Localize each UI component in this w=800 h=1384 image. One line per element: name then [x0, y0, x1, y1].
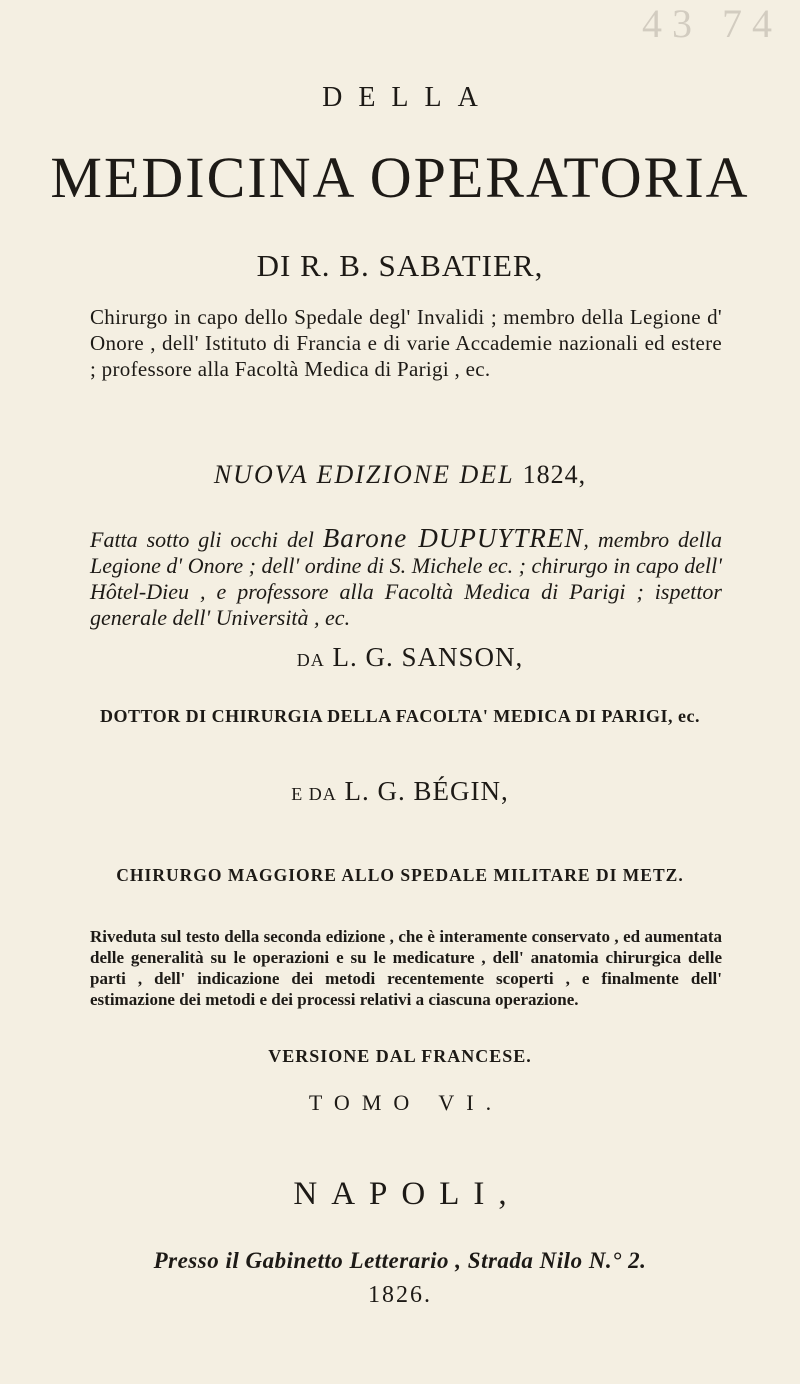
second-translator-name: L. G. BÉGIN, — [344, 776, 509, 806]
first-translator-prefix: DA — [296, 650, 325, 670]
edition-line — [0, 460, 800, 490]
first-translator-name: L. G. SANSON, — [332, 642, 524, 672]
volume-line: TOMO VI. — [308, 1090, 504, 1115]
editor-description-after: , membro della Legione d' Onore ; dell' ordine di S. Michele ec. ; chirurgo in capo dell' Hôtel-Dieu , e professore alla Facoltà Medica di Parigi ; ispettor generale dell' Università , ec. — [90, 527, 722, 630]
imprint-city: NAPOLI, — [293, 1176, 521, 1212]
version-line: VERSIONE DAL FRANCESE. — [268, 1046, 532, 1066]
second-translator-line — [0, 776, 800, 807]
edition-year: 1824, — [522, 460, 587, 489]
editor-description — [90, 525, 722, 631]
library-stamp: 43 74 — [642, 1, 782, 46]
della-heading: DELLA — [322, 82, 494, 113]
edition-label: NUOVA EDIZIONE DEL — [213, 460, 515, 489]
book-title: MEDICINA OPERATORIA — [50, 145, 750, 210]
imprint-publisher: Presso il Gabinetto Letterario , Strada Nilo N.° 2. — [153, 1248, 647, 1273]
editor-name: Barone DUPUYTREN — [322, 523, 584, 553]
imprint-year: 1826. — [368, 1282, 432, 1308]
first-translator-title: DOTTOR DI CHIRURGIA DELLA FACOLTA' MEDICA DI PARIGI, ec. — [99, 706, 701, 726]
author-line: DI R. B. SABATIER, — [256, 248, 544, 283]
revision-note: Riveduta sul testo della seconda edizione , che è interamente conservato , ed aumentata delle generalità su le operazioni e su le medicature , dell' anatomia chirurgica delle parti , dell' indicazione dei metodi recentemente scoperti , e finalmente dell' estimazione dei metodi e dei processi relativi a ciascuna operazione. — [90, 927, 722, 1009]
first-translator-line — [0, 642, 800, 673]
editor-description-before: Fatta sotto gli occhi del — [90, 527, 314, 552]
second-translator-prefix: E DA — [291, 784, 337, 804]
second-translator-title: CHIRURGO MAGGIORE ALLO SPEDALE MILITARE DI METZ. — [116, 865, 684, 885]
author-description: Chirurgo in capo dello Spedale degl' Invalidi ; membro della Legione d' Onore , dell' Istituto di Francia e di varie Accademie nazionali ed estere ; professore alla Facoltà Medica di Parigi , ec. — [90, 305, 722, 381]
